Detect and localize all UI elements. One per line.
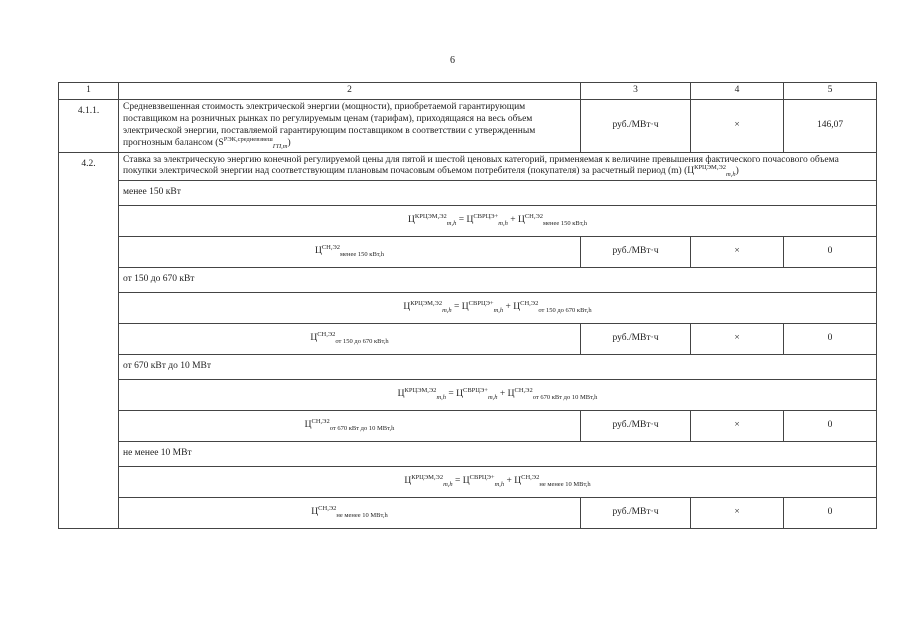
header-cell: 5 (784, 83, 877, 100)
header-cell: 4 (691, 83, 784, 100)
unit-cell: руб./МВт·ч (581, 237, 691, 268)
row-number: 4.2. (59, 152, 119, 529)
unit-cell: руб./МВт·ч (581, 324, 691, 355)
row-4-1-1 (59, 100, 877, 153)
unit-cell: руб./МВт·ч (581, 498, 691, 529)
mark-cell: × (691, 324, 784, 355)
value-cell: 0 (784, 498, 877, 529)
row-description: Ставка за электрическую энергию конечной регулируемой цены для пятой и шестой ценовых категорий, применяемая к величине превышения фактического почасового объема покупки электрической энергии над соответствующим плановым почасовым объемом потребителя (покупателя) за расчетный период (m) $(Ц^{КРЦЭМ,Э2}_{m,h})$ (119, 152, 877, 181)
header-cell: 1 (59, 83, 119, 100)
mark-cell: × (691, 100, 784, 153)
header-cell: 3 (581, 83, 691, 100)
formula: $Ц^{КРЦЭМ,Э2}_{m,h} = Ц^{СВРЦЭ+}_{m,h} + Ц^{СН,Э2}_{от 670 кВт до 10 МВт,h}$ (119, 380, 877, 411)
component-symbol: $Ц^{СН,Э2}_{менее 150 кВт,h}$ (119, 237, 581, 268)
group-label: от 670 кВт до 10 МВт (119, 355, 877, 380)
page-number: 6 (450, 55, 455, 66)
group-label: не менее 10 МВт (119, 442, 877, 467)
row-4-2 (59, 152, 877, 181)
row-number: 4.1.1. (59, 100, 119, 153)
formula: $Ц^{КРЦЭМ,Э2}_{m,h} = Ц^{СВРЦЭ+}_{m,h} + Ц^{СН,Э2}_{от 150 до 670 кВт,h}$ (119, 293, 877, 324)
value-cell: 0 (784, 237, 877, 268)
component-symbol: $Ц^{СН,Э2}_{от 670 кВт до 10 МВт,h}$ (119, 411, 581, 442)
value-cell: 146,07 (784, 100, 877, 153)
component-symbol: $Ц^{СН,Э2}_{от 150 до 670 кВт,h}$ (119, 324, 581, 355)
unit-cell: руб./МВт·ч (581, 411, 691, 442)
mark-cell: × (691, 237, 784, 268)
formula: $Ц^{КРЦЭМ,Э2}_{m,h} = Ц^{СВРЦЭ+}_{m,h} + Ц^{СН,Э2}_{менее 150 кВт,h}$ (119, 206, 877, 237)
tariff-table (58, 82, 877, 529)
row-description: Средневзвешенная стоимость электрической энергии (мощности), приобретаемой гарантирующим поставщиком на розничных рынках по регулируемым ценам (тарифам), приходящаяся на весь объем электрической энергии, поставляемой гарантирующим поставщиком в соответствии с утвержденным прогнозным балансом $(S^{РЭК,средневзвеш}_{ГП,m})$ (119, 100, 581, 153)
formula: $Ц^{КРЦЭМ,Э2}_{m,h} = Ц^{СВРЦЭ+}_{m,h} + Ц^{СН,Э2}_{не менее 10 МВт,h}$ (119, 467, 877, 498)
component-symbol: $Ц^{СН,Э2}_{не менее 10 МВт,h}$ (119, 498, 581, 529)
group-label: менее 150 кВт (119, 181, 877, 206)
header-cell: 2 (119, 83, 581, 100)
unit-cell: руб./МВт·ч (581, 100, 691, 153)
header-row (59, 83, 877, 100)
mark-cell: × (691, 498, 784, 529)
value-cell: 0 (784, 411, 877, 442)
mark-cell: × (691, 411, 784, 442)
value-cell: 0 (784, 324, 877, 355)
group-label: от 150 до 670 кВт (119, 268, 877, 293)
